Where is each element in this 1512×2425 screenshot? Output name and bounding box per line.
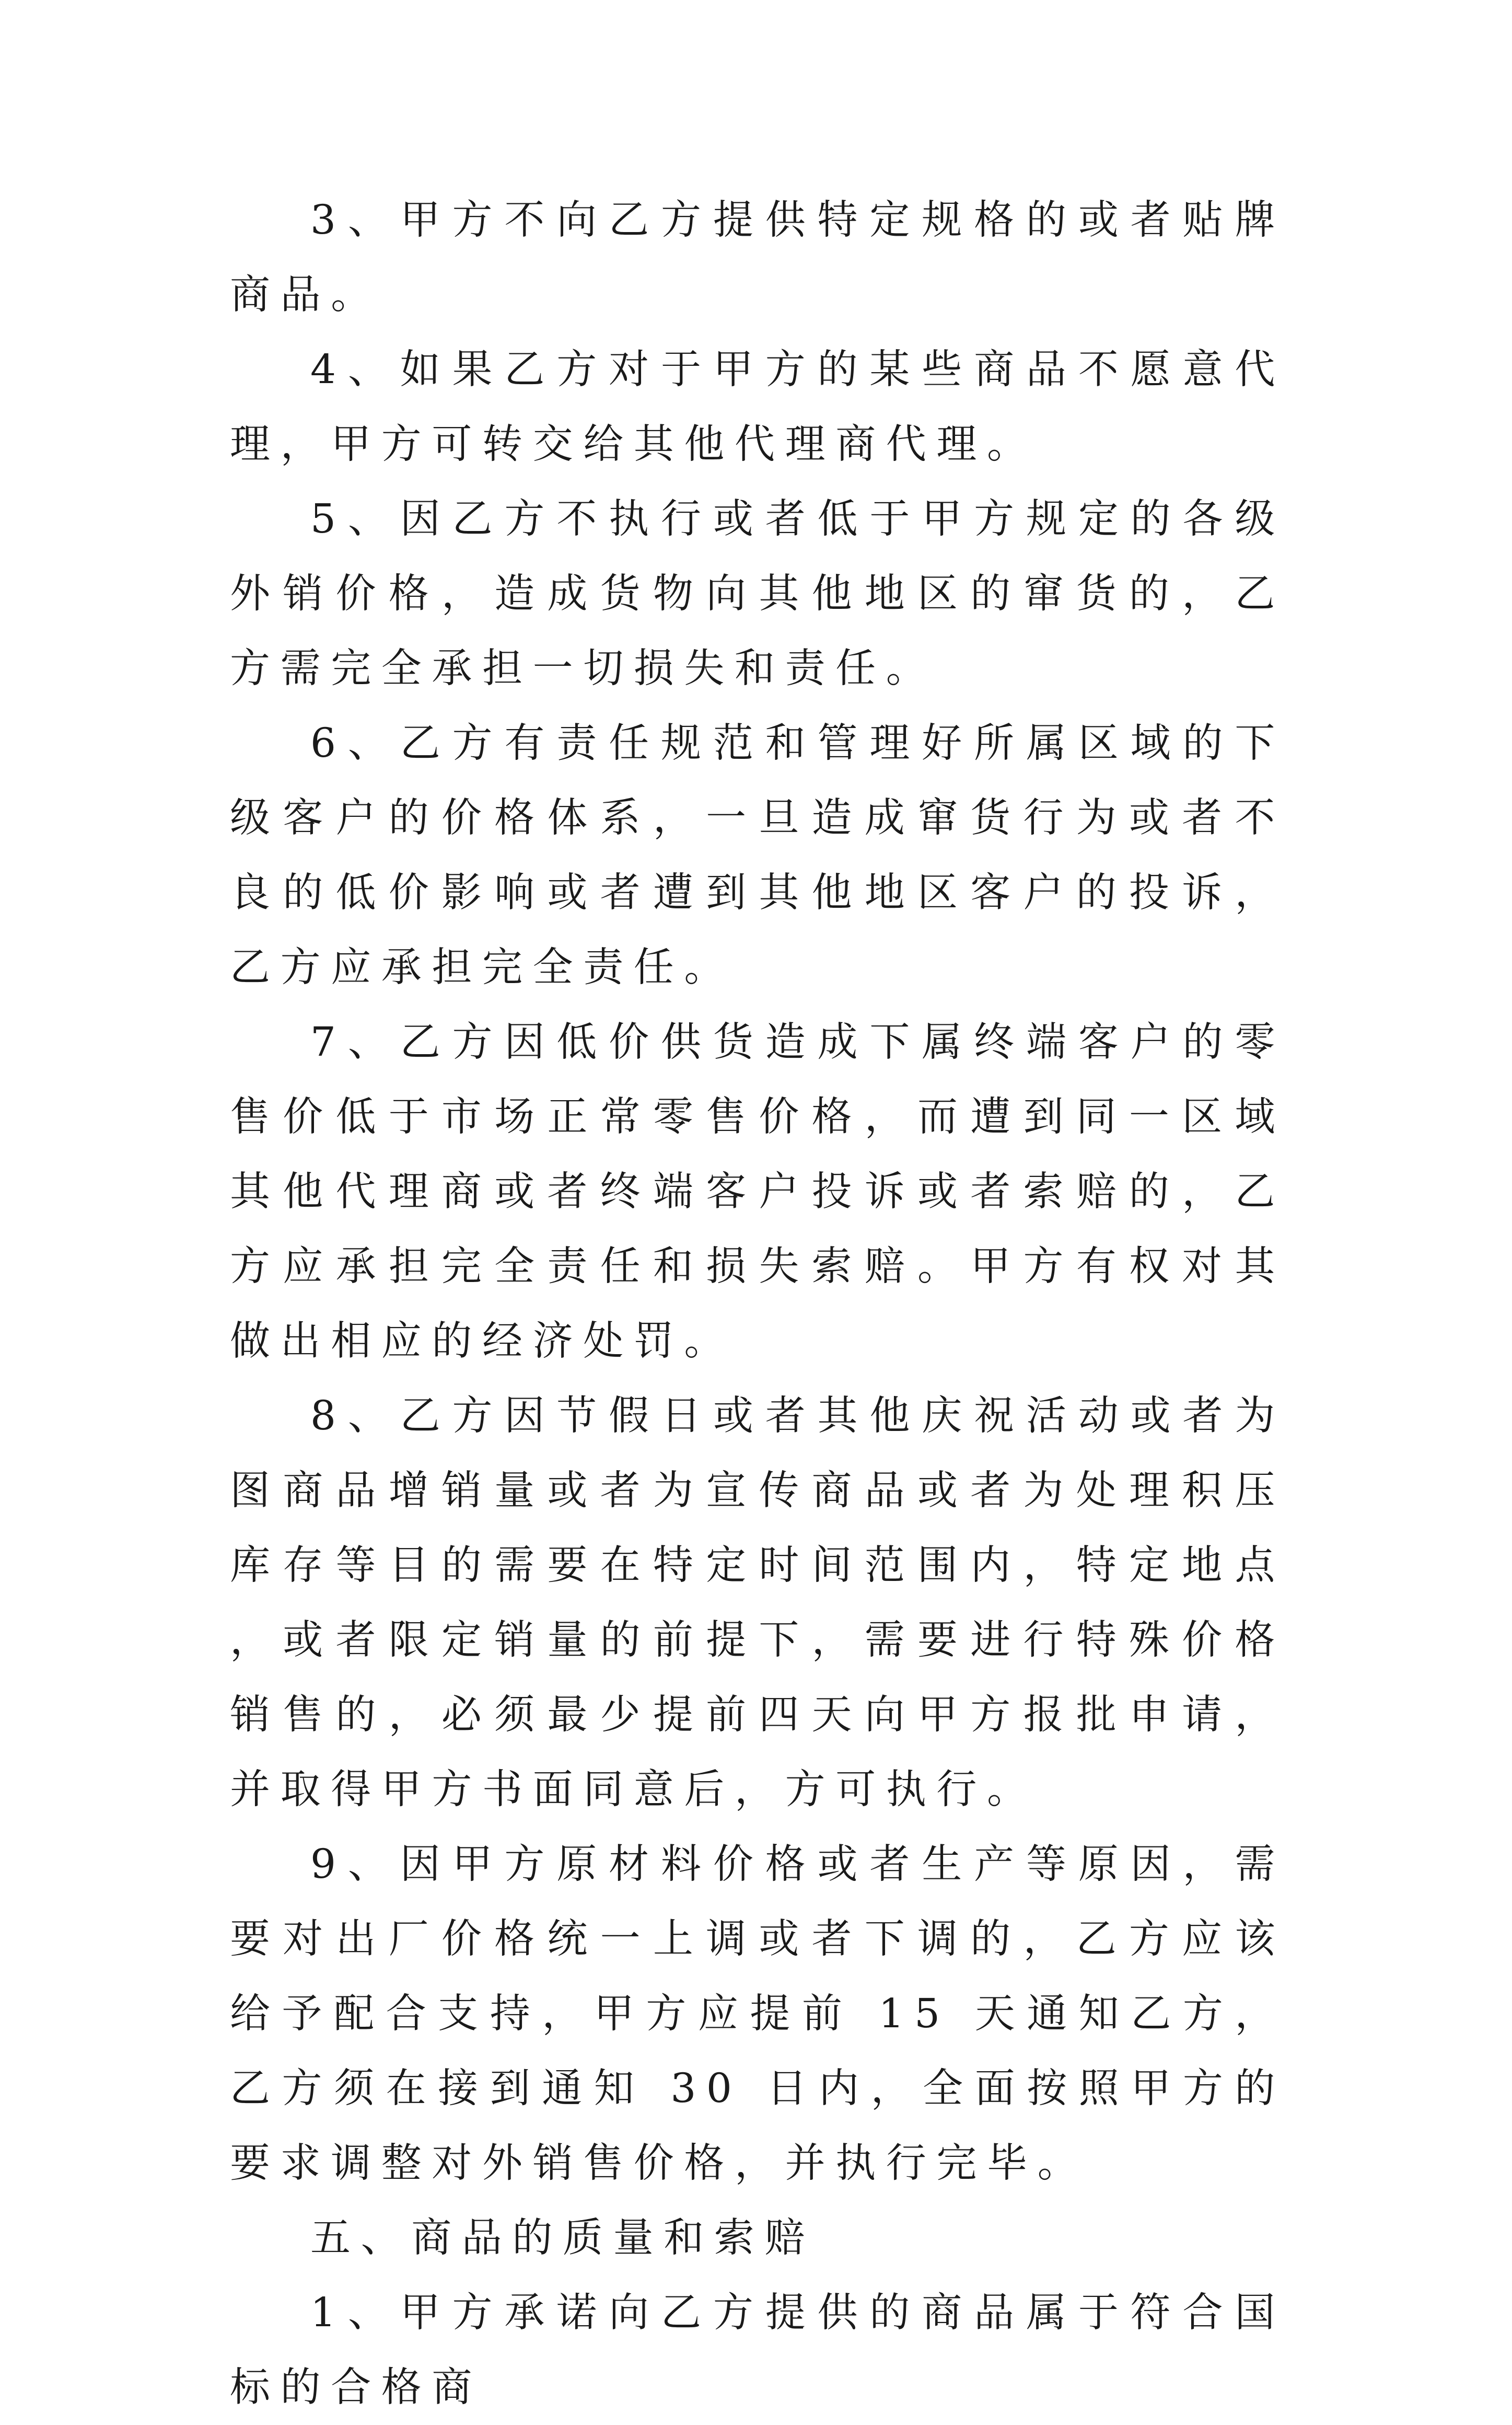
clause-4-paragraph: 4、如果乙方对于甲方的某些商品不愿意代理，甲方可转交给其他代理商代理。 [230, 347, 1285, 468]
clause-5-paragraph: 5、因乙方不执行或者低于甲方规定的各级外销价格，造成货物向其他地区的窜货的，乙方需完全承担一切损失和责任。 [230, 496, 1285, 692]
clause-3-paragraph: 3、甲方不向乙方提供特定规格的或者贴牌商品。 [230, 197, 1285, 318]
clause-9-paragraph: 9、因甲方原材料价格或者生产等原因，需要对出厂价格统一上调或者下调的，乙方应该给予配合支持，甲方应提前 15 天通知乙方，乙方须在接到通知 30 日内，全面按照甲方的要求调整对外销售价格，并执行完毕。 [230, 1841, 1285, 2187]
clause-8-paragraph: 8、乙方因节假日或者其他庆祝活动或者为图商品增销量或者为宣传商品或者为处理积压库存等目的需要在特定时间范围内，特定地点，或者限定销量的前提下，需要进行特殊价格销售的，必须最少提前四天向甲方报批申请，并取得甲方书面同意后，方可执行。 [230, 1393, 1285, 1813]
section-5-heading: 五、商品的质量和索赔 [310, 2215, 815, 2261]
clause-7-paragraph: 7、乙方因低价供货造成下属终端客户的零售价低于市场正常零售价格，而遭到同一区域其他代理商或者终端客户投诉或者索赔的，乙方应承担完全责任和损失索赔。甲方有权对其做出相应的经济处罚。 [230, 1019, 1285, 1365]
section-5-clause-1-paragraph: 1、甲方承诺向乙方提供的商品属于符合国标的合格商 [230, 2290, 1285, 2411]
clause-6-paragraph: 6、乙方有责任规范和管理好所属区域的下级客户的价格体系，一旦造成窜货行为或者不良的低价影响或者遭到其他地区客户的投诉，乙方应承担完全责任。 [230, 720, 1285, 991]
document-body [230, 183, 1285, 2425]
